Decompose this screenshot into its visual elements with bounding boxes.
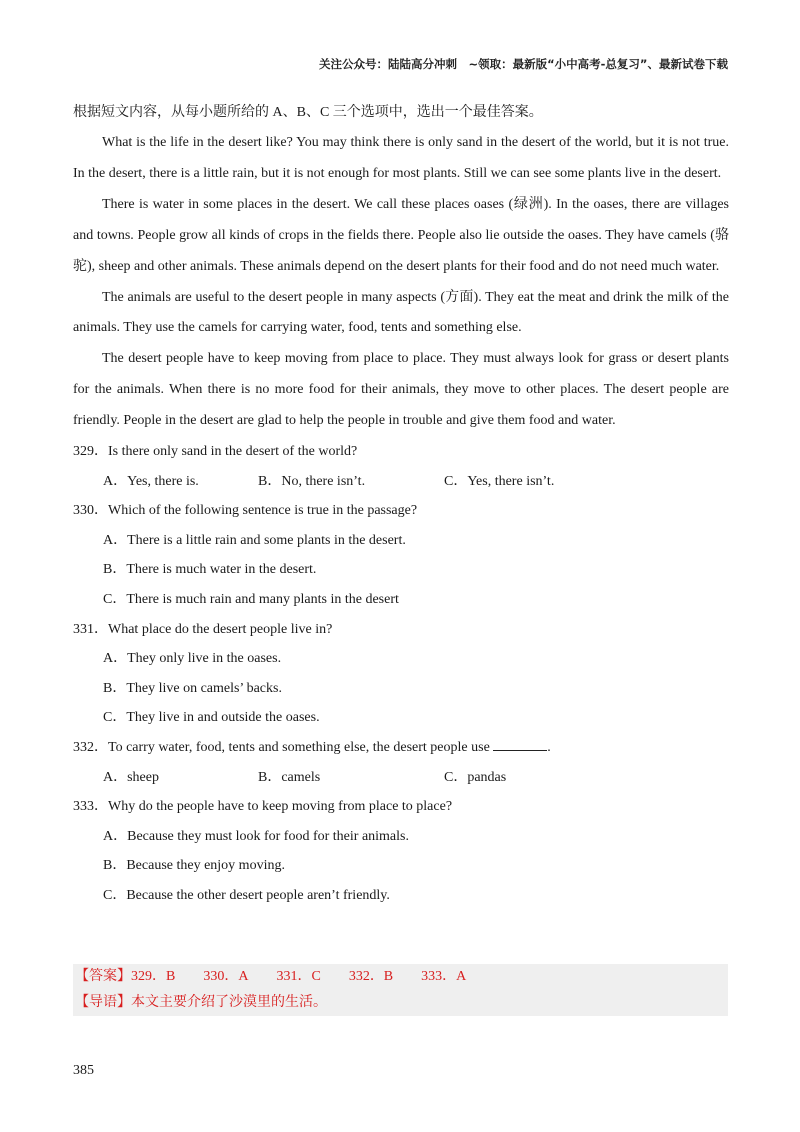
guide-text: 本文主要介绍了沙漠里的生活。 xyxy=(131,995,327,1010)
option-b: B．No, there isn’t. xyxy=(258,473,366,489)
question-329: 329．Is there only sand in the desert of the world? xyxy=(73,444,358,460)
option-a: A．Because they must look for food for their animals. xyxy=(103,828,409,844)
page-number: 385 xyxy=(73,1063,94,1078)
options-329 xyxy=(73,467,729,497)
option-c: C．Because the other desert people aren’t friendly. xyxy=(103,887,390,903)
guide-label: 【导语】 xyxy=(75,995,131,1010)
answer-row xyxy=(73,964,728,990)
answer-item: 331．C xyxy=(276,969,321,984)
question-332-stem: 332．To carry water, food, tents and something else, the desert people use xyxy=(73,740,490,755)
answer-blank xyxy=(493,738,547,751)
option-b: B．There is much water in the desert. xyxy=(103,562,317,578)
answer-item: 330．A xyxy=(203,969,249,984)
answer-item: 332．B xyxy=(348,969,394,984)
question-333: 333．Why do the people have to keep moving from place to place? xyxy=(73,799,453,815)
option-a: A．sheep xyxy=(103,769,159,785)
paragraph-1: What is the life in the desert like? You may think there is only sand in the desert of the world, but it is not true. In the desert, there is a little rain, but it is not enough for most plants. Still we can see some plants live in the desert. xyxy=(73,135,729,181)
question-332 xyxy=(73,733,729,763)
document-body xyxy=(73,98,729,911)
option-c: C．They live in and outside the oases. xyxy=(103,710,320,726)
option-b: B．Because they enjoy moving. xyxy=(103,858,285,874)
page-header: 关注公众号：陆陆高分冲刺 ~领取：最新版“小中高考-总复习”、最新试卷下载 xyxy=(318,57,728,71)
option-c: C．pandas xyxy=(444,769,507,785)
question-332-end: . xyxy=(547,740,551,755)
option-c: C．Yes, there isn’t. xyxy=(444,473,555,489)
answer-label: 【答案】 xyxy=(75,969,131,984)
option-a: A．They only live in the oases. xyxy=(103,651,282,667)
option-c: C．There is much rain and many plants in the desert xyxy=(103,592,399,608)
option-b: B．They live on camels’ backs. xyxy=(103,680,282,696)
instruction: 根据短文内容，从每小题所给的 A、B、C 三个选项中，选出一个最佳答案。 xyxy=(73,105,543,120)
options-332 xyxy=(73,763,729,793)
option-a: A．There is a little rain and some plants in the desert. xyxy=(103,532,406,548)
option-a: A．Yes, there is. xyxy=(103,473,199,489)
paragraph-4: The desert people have to keep moving from place to place. They must always look for grass or desert plants for the animals. When there is no more food for their animals, they move to other places. The desert people are friendly. People in the desert are glad to help the people in trouble and give them food and water. xyxy=(73,351,729,429)
question-331: 331．What place do the desert people live in? xyxy=(73,621,333,637)
paragraph-3: The animals are useful to the desert people in many aspects (方面). They eat the meat and drink the milk of the animals. They use the camels for carrying water, food, tents and something else. xyxy=(73,289,729,336)
answer-item: 329．B xyxy=(131,969,176,984)
guide-row xyxy=(73,990,728,1016)
paragraph-2: There is water in some places in the desert. We call these places oases (绿洲). In the oases, there are villages and towns. People grow all kinds of crops in the fields there. People also lie outside the oases. They have camels (骆驼), sheep and other animals. These animals depend on the desert plants for their food and do not need much water. xyxy=(73,196,729,274)
option-b: B．camels xyxy=(258,769,321,785)
answer-item: 333．A xyxy=(421,969,467,984)
answer-box xyxy=(73,964,728,1016)
question-330: 330．Which of the following sentence is true in the passage? xyxy=(73,503,418,519)
